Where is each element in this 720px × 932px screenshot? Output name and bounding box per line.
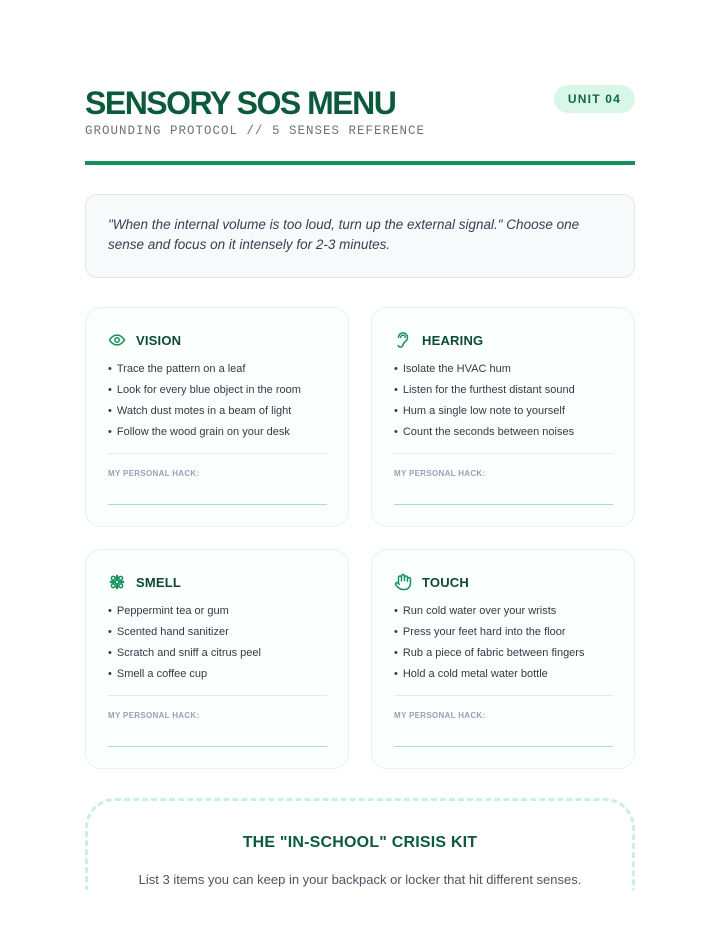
card-title: VISION xyxy=(136,332,182,348)
eye-icon xyxy=(108,331,126,349)
hand-icon xyxy=(394,573,412,591)
tips-list xyxy=(108,601,261,685)
personal-hack-label: MY PERSONAL HACK: xyxy=(108,711,200,720)
list-item: • Listen for the furthest distant sound xyxy=(394,380,575,401)
list-item: • Follow the wood grain on your desk xyxy=(108,422,301,443)
list-item: • Trace the pattern on a leaf xyxy=(108,359,301,380)
list-item: • Run cold water over your wrists xyxy=(394,601,584,622)
page-title: SENSORY SOS MENU xyxy=(85,85,396,121)
card-touch xyxy=(371,549,635,769)
worksheet-page xyxy=(85,0,635,932)
card-header xyxy=(394,330,483,350)
card-title: SMELL xyxy=(136,574,182,590)
crisis-kit-title: THE "IN-SCHOOL" CRISIS KIT xyxy=(242,834,478,851)
list-item: • Hold a cold metal water bottle xyxy=(394,664,584,685)
page-bottom-edge xyxy=(0,890,720,932)
card-header xyxy=(108,330,181,350)
list-item: • Scented hand sanitizer xyxy=(108,622,261,643)
card-hearing xyxy=(371,307,635,527)
list-item: • Smell a coffee cup xyxy=(108,664,261,685)
card-title: TOUCH xyxy=(422,574,469,590)
card-divider xyxy=(108,695,327,696)
personal-hack-line[interactable] xyxy=(108,504,327,505)
card-smell xyxy=(85,549,349,769)
page-subtitle: GROUNDING PROTOCOL // 5 SENSES REFERENCE xyxy=(85,124,426,138)
header xyxy=(85,84,635,164)
list-item: • Rub a piece of fabric between fingers xyxy=(394,643,584,664)
list-item: • Press your feet hard into the floor xyxy=(394,622,584,643)
header-divider xyxy=(85,161,635,165)
list-item: • Scratch and sniff a citrus peel xyxy=(108,643,261,664)
card-vision xyxy=(85,307,349,527)
quote-box: "When the internal volume is too loud, turn up the external signal." Choose one sense and focus on it intensely for 2-3 minutes. xyxy=(85,194,635,278)
card-divider xyxy=(394,695,613,696)
list-item: • Peppermint tea or gum xyxy=(108,601,261,622)
personal-hack-line[interactable] xyxy=(108,746,327,747)
tips-list xyxy=(108,359,301,443)
personal-hack-line[interactable] xyxy=(394,504,613,505)
list-item: • Hum a single low note to yourself xyxy=(394,401,575,422)
crisis-kit-description: List 3 items you can keep in your backpack or locker that hit different senses. xyxy=(138,872,582,887)
card-header xyxy=(394,572,469,592)
list-item: • Count the seconds between noises xyxy=(394,422,575,443)
personal-hack-label: MY PERSONAL HACK: xyxy=(108,469,200,478)
card-divider xyxy=(108,453,327,454)
tips-list xyxy=(394,601,584,685)
personal-hack-label: MY PERSONAL HACK: xyxy=(394,711,486,720)
list-item: • Look for every blue object in the room xyxy=(108,380,301,401)
list-item: • Isolate the HVAC hum xyxy=(394,359,575,380)
flower-icon xyxy=(108,573,126,591)
card-header xyxy=(108,572,181,592)
unit-badge: UNIT 04 xyxy=(554,85,635,113)
personal-hack-line[interactable] xyxy=(394,746,613,747)
personal-hack-label: MY PERSONAL HACK: xyxy=(394,469,486,478)
card-title: HEARING xyxy=(422,332,484,348)
list-item: • Watch dust motes in a beam of light xyxy=(108,401,301,422)
card-divider xyxy=(394,453,613,454)
tips-list xyxy=(394,359,575,443)
ear-icon xyxy=(394,331,412,349)
